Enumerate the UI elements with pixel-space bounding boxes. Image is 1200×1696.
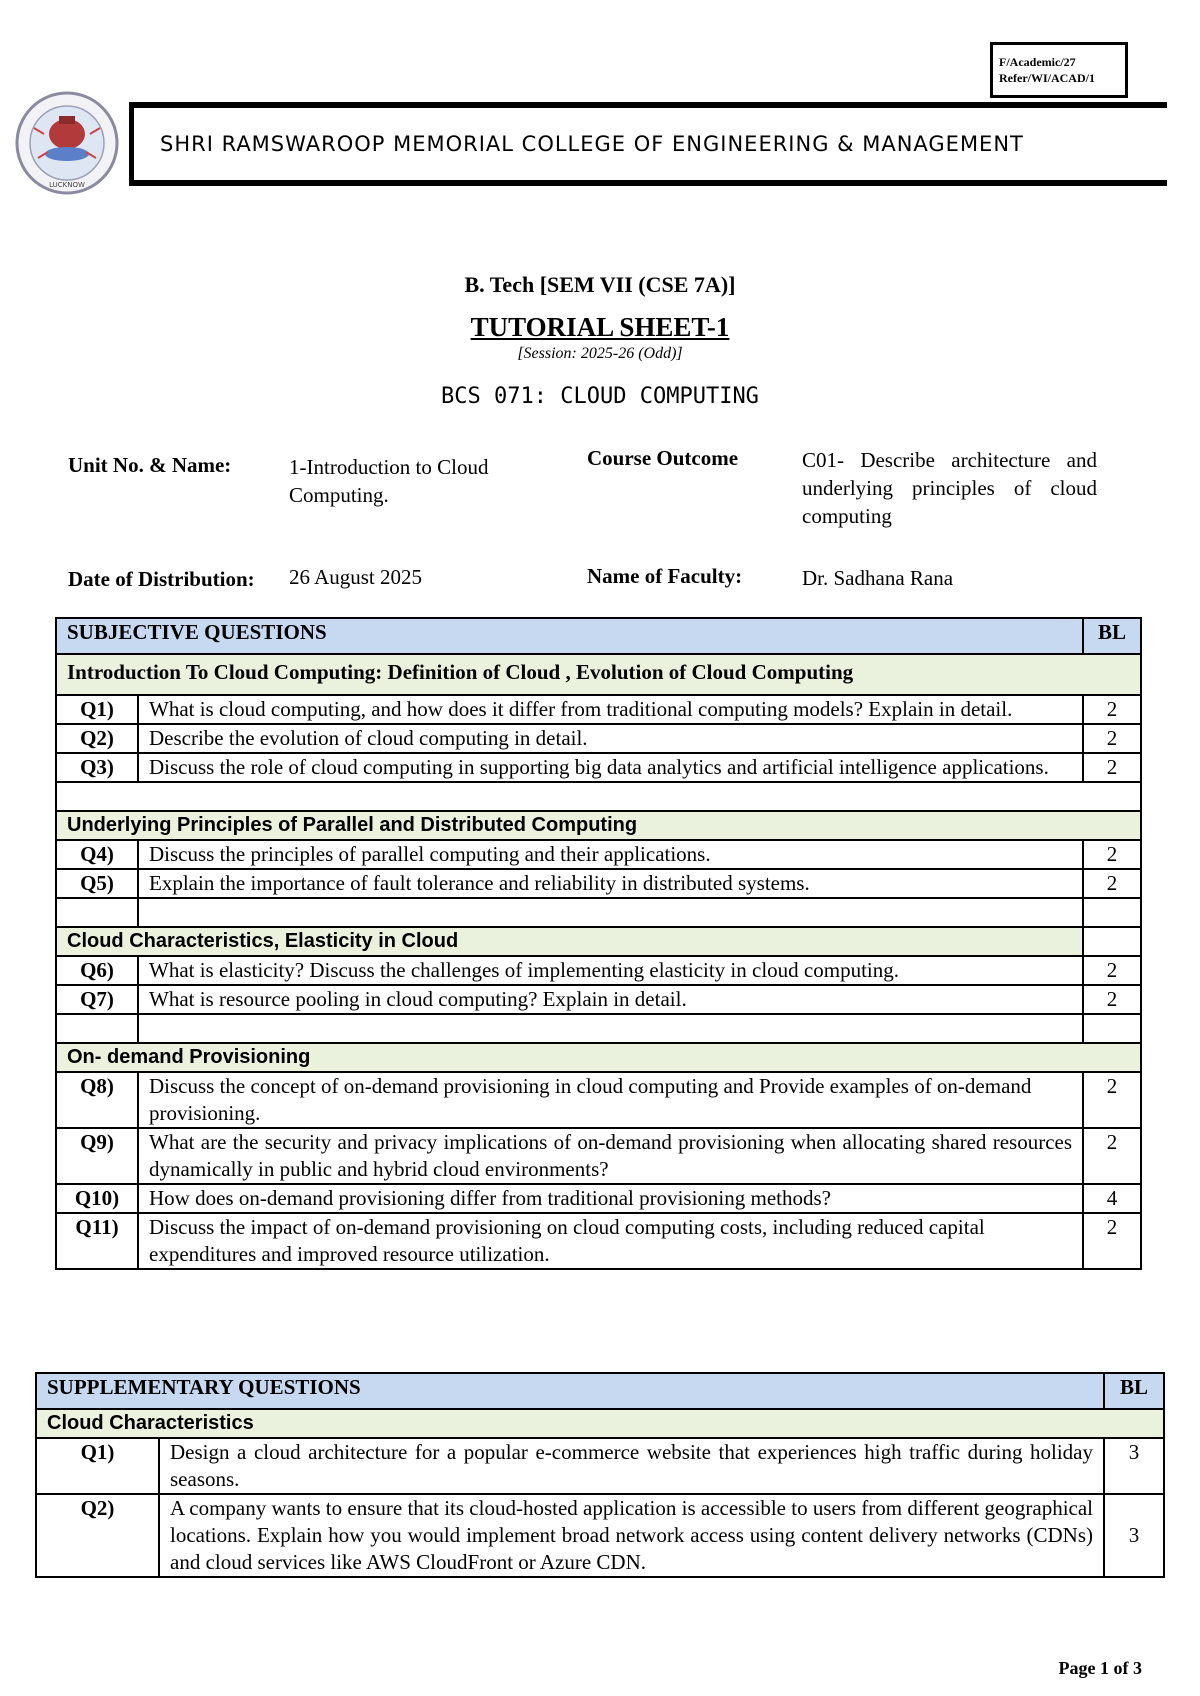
question-number: Q1)	[56, 695, 138, 724]
section-row	[56, 654, 1141, 695]
subjective-questions-table	[55, 617, 1142, 1270]
question-number: Q6)	[56, 956, 138, 985]
table-header-row	[36, 1373, 1164, 1409]
question-text: What is elasticity? Discuss the challenges of implementing elasticity in cloud computing.	[138, 956, 1083, 985]
question-row	[56, 840, 1141, 869]
course-outcome-label: Course Outcome	[587, 446, 739, 470]
bloom-level: 2	[1083, 753, 1141, 782]
question-text: What is cloud computing, and how does it differ from traditional computing models? Explain in detail.	[138, 695, 1083, 724]
section-title: On- demand Provisioning	[56, 1043, 1141, 1072]
sheet-title: TUTORIAL SHEET-1	[470, 312, 730, 342]
question-number: Q3)	[56, 753, 138, 782]
page-number: Page 1 of 3	[1058, 1658, 1142, 1678]
section-row	[56, 811, 1141, 840]
question-row	[56, 695, 1141, 724]
table-header-row	[56, 618, 1141, 654]
college-name: SHRI RAMSWAROOP MEMORIAL COLLEGE OF ENGINEERING & MANAGEMENT	[160, 132, 1024, 156]
bloom-level: 2	[1083, 695, 1141, 724]
program-line: B. Tech [SEM VII (CSE 7A)]	[464, 272, 736, 297]
question-text: Design a cloud architecture for a popular e-commerce website that experiences high traffic during holiday seasons.	[159, 1438, 1104, 1494]
reference-line-2: Refer/WI/ACAD/1	[999, 71, 1095, 85]
question-row	[56, 985, 1141, 1014]
svg-text:LUCKNOW: LUCKNOW	[49, 181, 85, 189]
question-text: Discuss the impact of on-demand provisioning on cloud computing costs, including reduced capital expenditures and improved resource utilization.	[138, 1213, 1083, 1269]
section-row	[56, 1043, 1141, 1072]
bloom-level: 2	[1083, 956, 1141, 985]
course-title: BCS 071: CLOUD COMPUTING	[441, 384, 759, 409]
question-number: Q4)	[56, 840, 138, 869]
spacer-row	[56, 782, 1141, 811]
section-title: Underlying Principles of Parallel and Distributed Computing	[56, 811, 1141, 840]
question-text: What are the security and privacy implications of on-demand provisioning when allocating shared resources dynamically in public and hybrid cloud environments?	[138, 1128, 1083, 1184]
bloom-level: 2	[1083, 869, 1141, 898]
question-number: Q7)	[56, 985, 138, 1014]
bloom-level: 2	[1083, 840, 1141, 869]
bloom-level: 3	[1104, 1494, 1164, 1577]
question-row	[56, 1072, 1141, 1128]
unit-label: Unit No. & Name:	[68, 453, 232, 477]
question-text: A company wants to ensure that its cloud-hosted application is accessible to users from different geographical locations. Explain how you would implement broad network access using content delivery networks (CDNs) and cloud services like AWS CloudFront or Azure CDN.	[159, 1494, 1104, 1577]
bloom-level: 2	[1083, 724, 1141, 753]
course-outcome-value: C01- Describe architecture and underlying principles of cloud computing	[802, 448, 1097, 528]
bloom-level: 2	[1083, 985, 1141, 1014]
section-row	[56, 927, 1141, 956]
section-title: Introduction To Cloud Computing: Definition of Cloud , Evolution of Cloud Computing	[56, 654, 1141, 695]
question-number: Q2)	[36, 1494, 159, 1577]
supplementary-header: SUPPLEMENTARY QUESTIONS	[36, 1373, 1104, 1409]
question-number: Q2)	[56, 724, 138, 753]
question-number: Q1)	[36, 1438, 159, 1494]
document-reference-box	[990, 42, 1128, 98]
question-row	[56, 956, 1141, 985]
question-row	[56, 724, 1141, 753]
bloom-level: 2	[1083, 1213, 1141, 1269]
question-row	[36, 1438, 1164, 1494]
bl-header: BL	[1104, 1373, 1164, 1409]
question-number: Q5)	[56, 869, 138, 898]
question-number: Q10)	[56, 1184, 138, 1213]
question-number: Q9)	[56, 1128, 138, 1184]
bloom-level: 3	[1104, 1438, 1164, 1494]
question-text: Discuss the principles of parallel computing and their applications.	[138, 840, 1083, 869]
bloom-level: 2	[1083, 1072, 1141, 1128]
session-line: [Session: 2025-26 (Odd)]	[517, 345, 683, 362]
section-row	[36, 1409, 1164, 1438]
question-row	[36, 1494, 1164, 1577]
spacer-row	[56, 1014, 1141, 1043]
question-text: Discuss the concept of on-demand provisioning in cloud computing and Provide examples of on-demand provisioning.	[138, 1072, 1083, 1128]
subjective-header: SUBJECTIVE QUESTIONS	[56, 618, 1083, 654]
question-row	[56, 1213, 1141, 1269]
question-row	[56, 753, 1141, 782]
question-text: Discuss the role of cloud computing in supporting big data analytics and artificial intelligence applications.	[138, 753, 1083, 782]
supplementary-questions-table	[35, 1372, 1165, 1578]
bl-header: BL	[1083, 618, 1141, 654]
reference-line-1: F/Academic/27	[999, 55, 1076, 69]
spacer-row	[56, 898, 1141, 927]
question-row	[56, 1184, 1141, 1213]
bloom-level: 4	[1083, 1184, 1141, 1213]
question-text: How does on-demand provisioning differ from traditional provisioning methods?	[138, 1184, 1083, 1213]
college-logo	[14, 88, 120, 198]
section-title: Cloud Characteristics	[36, 1409, 1164, 1438]
date-value: 26 August 2025	[289, 565, 423, 589]
section-title: Cloud Characteristics, Elasticity in Cloud	[56, 927, 1083, 956]
bloom-level: 2	[1083, 1128, 1141, 1184]
question-number: Q11)	[56, 1213, 138, 1269]
date-label: Date of Distribution:	[68, 567, 255, 591]
question-row	[56, 869, 1141, 898]
unit-value: 1-Introduction to Cloud Computing.	[289, 455, 489, 507]
question-row	[56, 1128, 1141, 1184]
college-name-banner	[129, 102, 1167, 186]
question-text: What is resource pooling in cloud computing? Explain in detail.	[138, 985, 1083, 1014]
question-text: Describe the evolution of cloud computing in detail.	[138, 724, 1083, 753]
question-number: Q8)	[56, 1072, 138, 1128]
faculty-value: Dr. Sadhana Rana	[802, 566, 954, 590]
question-text: Explain the importance of fault tolerance and reliability in distributed systems.	[138, 869, 1083, 898]
faculty-label: Name of Faculty:	[587, 564, 743, 588]
